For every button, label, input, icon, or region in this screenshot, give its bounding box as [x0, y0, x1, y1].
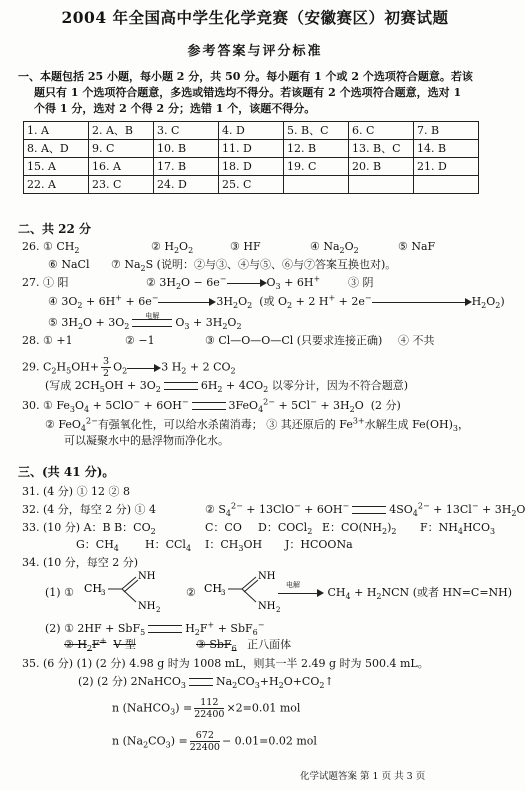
- answer-cell: 21. D: [414, 158, 479, 176]
- table-row: [24, 122, 479, 140]
- section1-intro-line3: 个得 1 分，选对 2 个得 2 分；选错 1 个，该题不得分。: [34, 102, 316, 115]
- answer-cell: [284, 176, 349, 194]
- page-subtitle: 参考答案与评分标准: [187, 44, 323, 59]
- answer-cell: 13. B、C: [349, 140, 414, 158]
- svg-text:NH: NH: [258, 601, 276, 612]
- table-row: [24, 176, 479, 194]
- answer-cell: 25. C: [219, 176, 284, 194]
- section1-intro-line1: 一、本题包括 25 小题，每小题 2 分，共 50 分。每小题有 1 个或 2 个选项符合题意。若该: [18, 70, 473, 83]
- answer-cell: 8. A、D: [24, 140, 89, 158]
- answer-cell: 11. D: [219, 140, 284, 158]
- answer-cell: 1. A: [24, 122, 89, 140]
- answer-cell: 19. C: [284, 158, 349, 176]
- answer-cell: [414, 176, 479, 194]
- svg-text:CH: CH: [84, 582, 103, 595]
- answer-cell: 14. B: [414, 140, 479, 158]
- table-row: [24, 158, 479, 176]
- svg-text:NH: NH: [138, 601, 156, 612]
- svg-text:2: 2: [156, 606, 161, 614]
- svg-text:NH: NH: [258, 571, 276, 582]
- answer-cell: 2. A、B: [89, 122, 154, 140]
- answer-cell: 17. B: [154, 158, 219, 176]
- page-title: 2004 年全国高中学生化学竞赛（安徽赛区）初赛试题: [61, 8, 449, 27]
- svg-text:NH: NH: [138, 571, 156, 582]
- answer-cell: 12. B: [284, 140, 349, 158]
- answer-cell: 5. B、C: [284, 122, 349, 140]
- answer-cell: 18. D: [219, 158, 284, 176]
- svg-text:2: 2: [276, 606, 281, 614]
- answer-cell: 6. C: [349, 122, 414, 140]
- answer-cell: 10. B: [154, 140, 219, 158]
- section1-intro-line2: 题只有 1 个选项符合题意，多选或错选均不得分。若该题有 2 个选项符合题意，选对 1: [34, 86, 462, 99]
- answer-cell: 7. B: [414, 122, 479, 140]
- section2-heading: 二、共 22 分: [18, 222, 92, 236]
- answer-cell: 9. C: [89, 140, 154, 158]
- q29-equation: 29. $C_2H_5OH+$ $\frac{3}{2}$ $O_2$ 3 $H_2 + 2$ $CO_2$: [22, 356, 236, 379]
- svg-text:3: 3: [221, 589, 226, 597]
- table-row: [24, 140, 479, 158]
- answer-cell: 20. B: [349, 158, 414, 176]
- answer-cell: 23. C: [89, 176, 154, 194]
- section3-heading: 三、(共 41 分)。: [18, 465, 115, 479]
- page-footer: 化学试题答案 第 1 页 共 3 页: [300, 771, 426, 782]
- answer-cell: 24. D: [154, 176, 219, 194]
- answer-cell: 4. D: [219, 122, 284, 140]
- amidine-structure-1: [82, 568, 172, 612]
- answer-cell: 15. A: [24, 158, 89, 176]
- svg-text:CH: CH: [204, 582, 223, 595]
- svg-text:3: 3: [101, 589, 106, 597]
- answer-cell: 3. C: [154, 122, 219, 140]
- answer-table: [23, 121, 479, 194]
- q26-line1: 26. ① $CH_2$: [22, 240, 80, 256]
- answer-cell: 16. A: [89, 158, 154, 176]
- answer-cell: [349, 176, 414, 194]
- answer-cell: 22. A: [24, 176, 89, 194]
